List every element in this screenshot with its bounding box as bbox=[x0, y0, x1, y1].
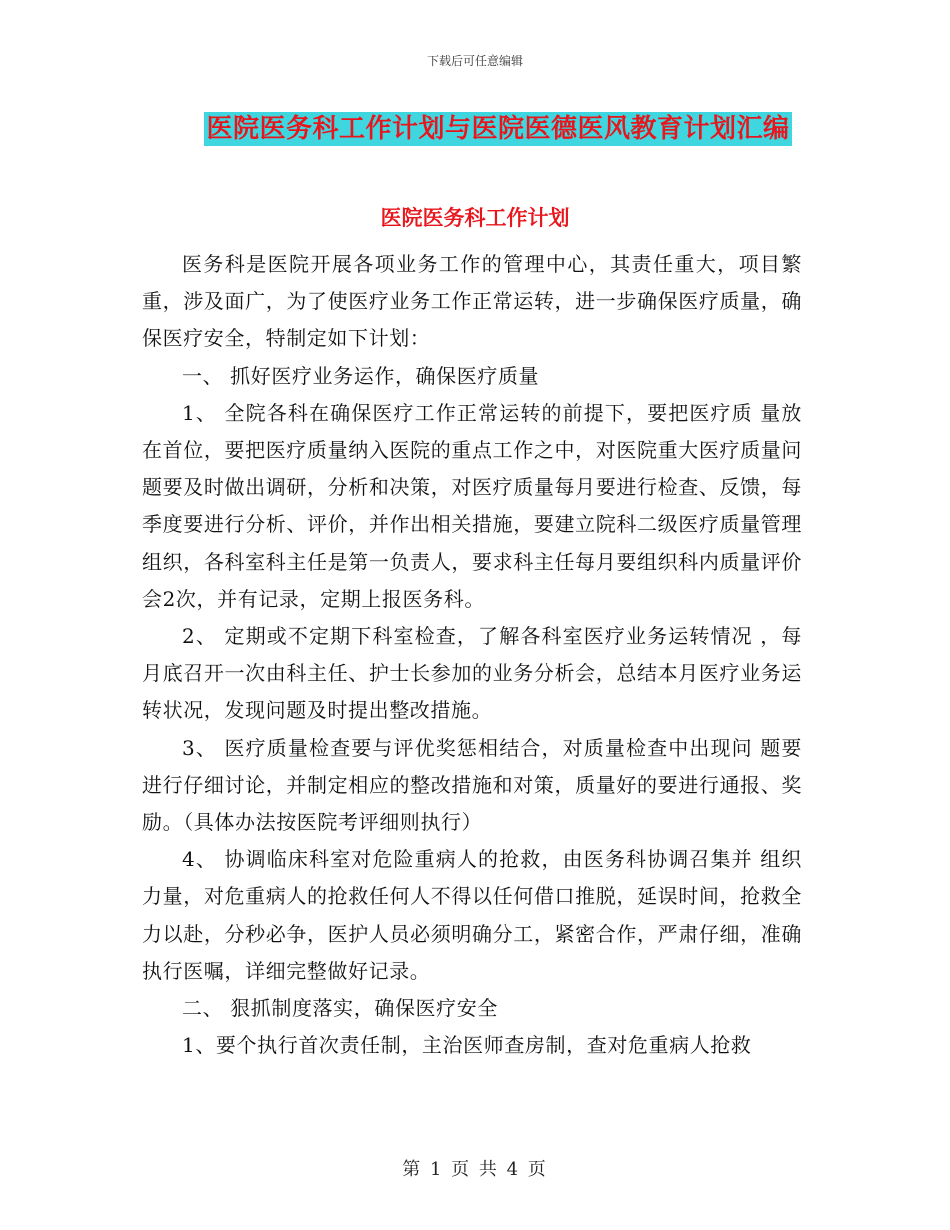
document-title: 医院医务科工作计划与医院医德医风教育计划汇编 bbox=[206, 114, 790, 144]
paragraph-item-2: 2、 定期或不定期下科室检查，了解各科室医疗业务运转情况 ，每月底召开一次由科主任、护士长参加的业务分析会，总结本月医疗业务运转状况，发现问题及时提出整改措施。 bbox=[142, 624, 802, 723]
paragraph-intro: 医务科是医院开展各项业务工作的管理中心，其责任重大，项目繁重，涉及面广，为了使医疗业务工作正常运转，进一步确保医疗质量，确保医疗安全，特制定如下计划： bbox=[142, 252, 802, 351]
document-title-container bbox=[0, 112, 950, 146]
page-number: 第 1 页 共 4 页 bbox=[402, 1159, 548, 1180]
header-note: 下载后可任意编辑 bbox=[426, 54, 523, 68]
section-title: 医院医务科工作计划 bbox=[380, 205, 570, 230]
document-body bbox=[142, 246, 802, 1064]
paragraph-item-2-1: 1、要个执行首次责任制，主治医师查房制，查对危重病人抢救 bbox=[182, 1033, 752, 1058]
paragraph-heading-2: 二、 狠抓制度落实，确保医疗安全 bbox=[182, 996, 498, 1021]
paragraph-item-3: 3、 医疗质量检查要与评优奖惩相结合，对质量检查中出现问 题要进行仔细讨论，并制定相应的整改措施和对策，质量好的要进行通报、奖励。（具体办法按医院考评细则执行） bbox=[142, 735, 802, 835]
paragraph-item-1: 1、 全院各科在确保医疗工作正常运转的前提下，要把医疗质 量放在首位，要把医疗质量纳入医院的重点工作之中，对医院重大医疗质量问题要及时做出调研，分析和决策，对医疗质量每月要进行检查、反馈，每季度要进行分析、评价，并作出相关措施，要建立院科二级医疗质量管理组织，各科室科主任是第一负责人，要求科主任每月要组织科内质量评价会2次，并有记录，定期上报医务科。 bbox=[142, 400, 802, 611]
paragraph-heading-1: 一、 抓好医疗业务运作，确保医疗质量 bbox=[182, 363, 540, 388]
paragraph-item-4: 4、 协调临床科室对危险重病人的抢救，由医务科协调召集并 组织力量，对危重病人的抢救任何人不得以任何借口推脱，延误时间，抢救全力以赴，分秒必争，医护人员必须明确分工，紧密合作，严肃仔细，准确执行医嘱，详细完整做好记录。 bbox=[142, 847, 802, 983]
